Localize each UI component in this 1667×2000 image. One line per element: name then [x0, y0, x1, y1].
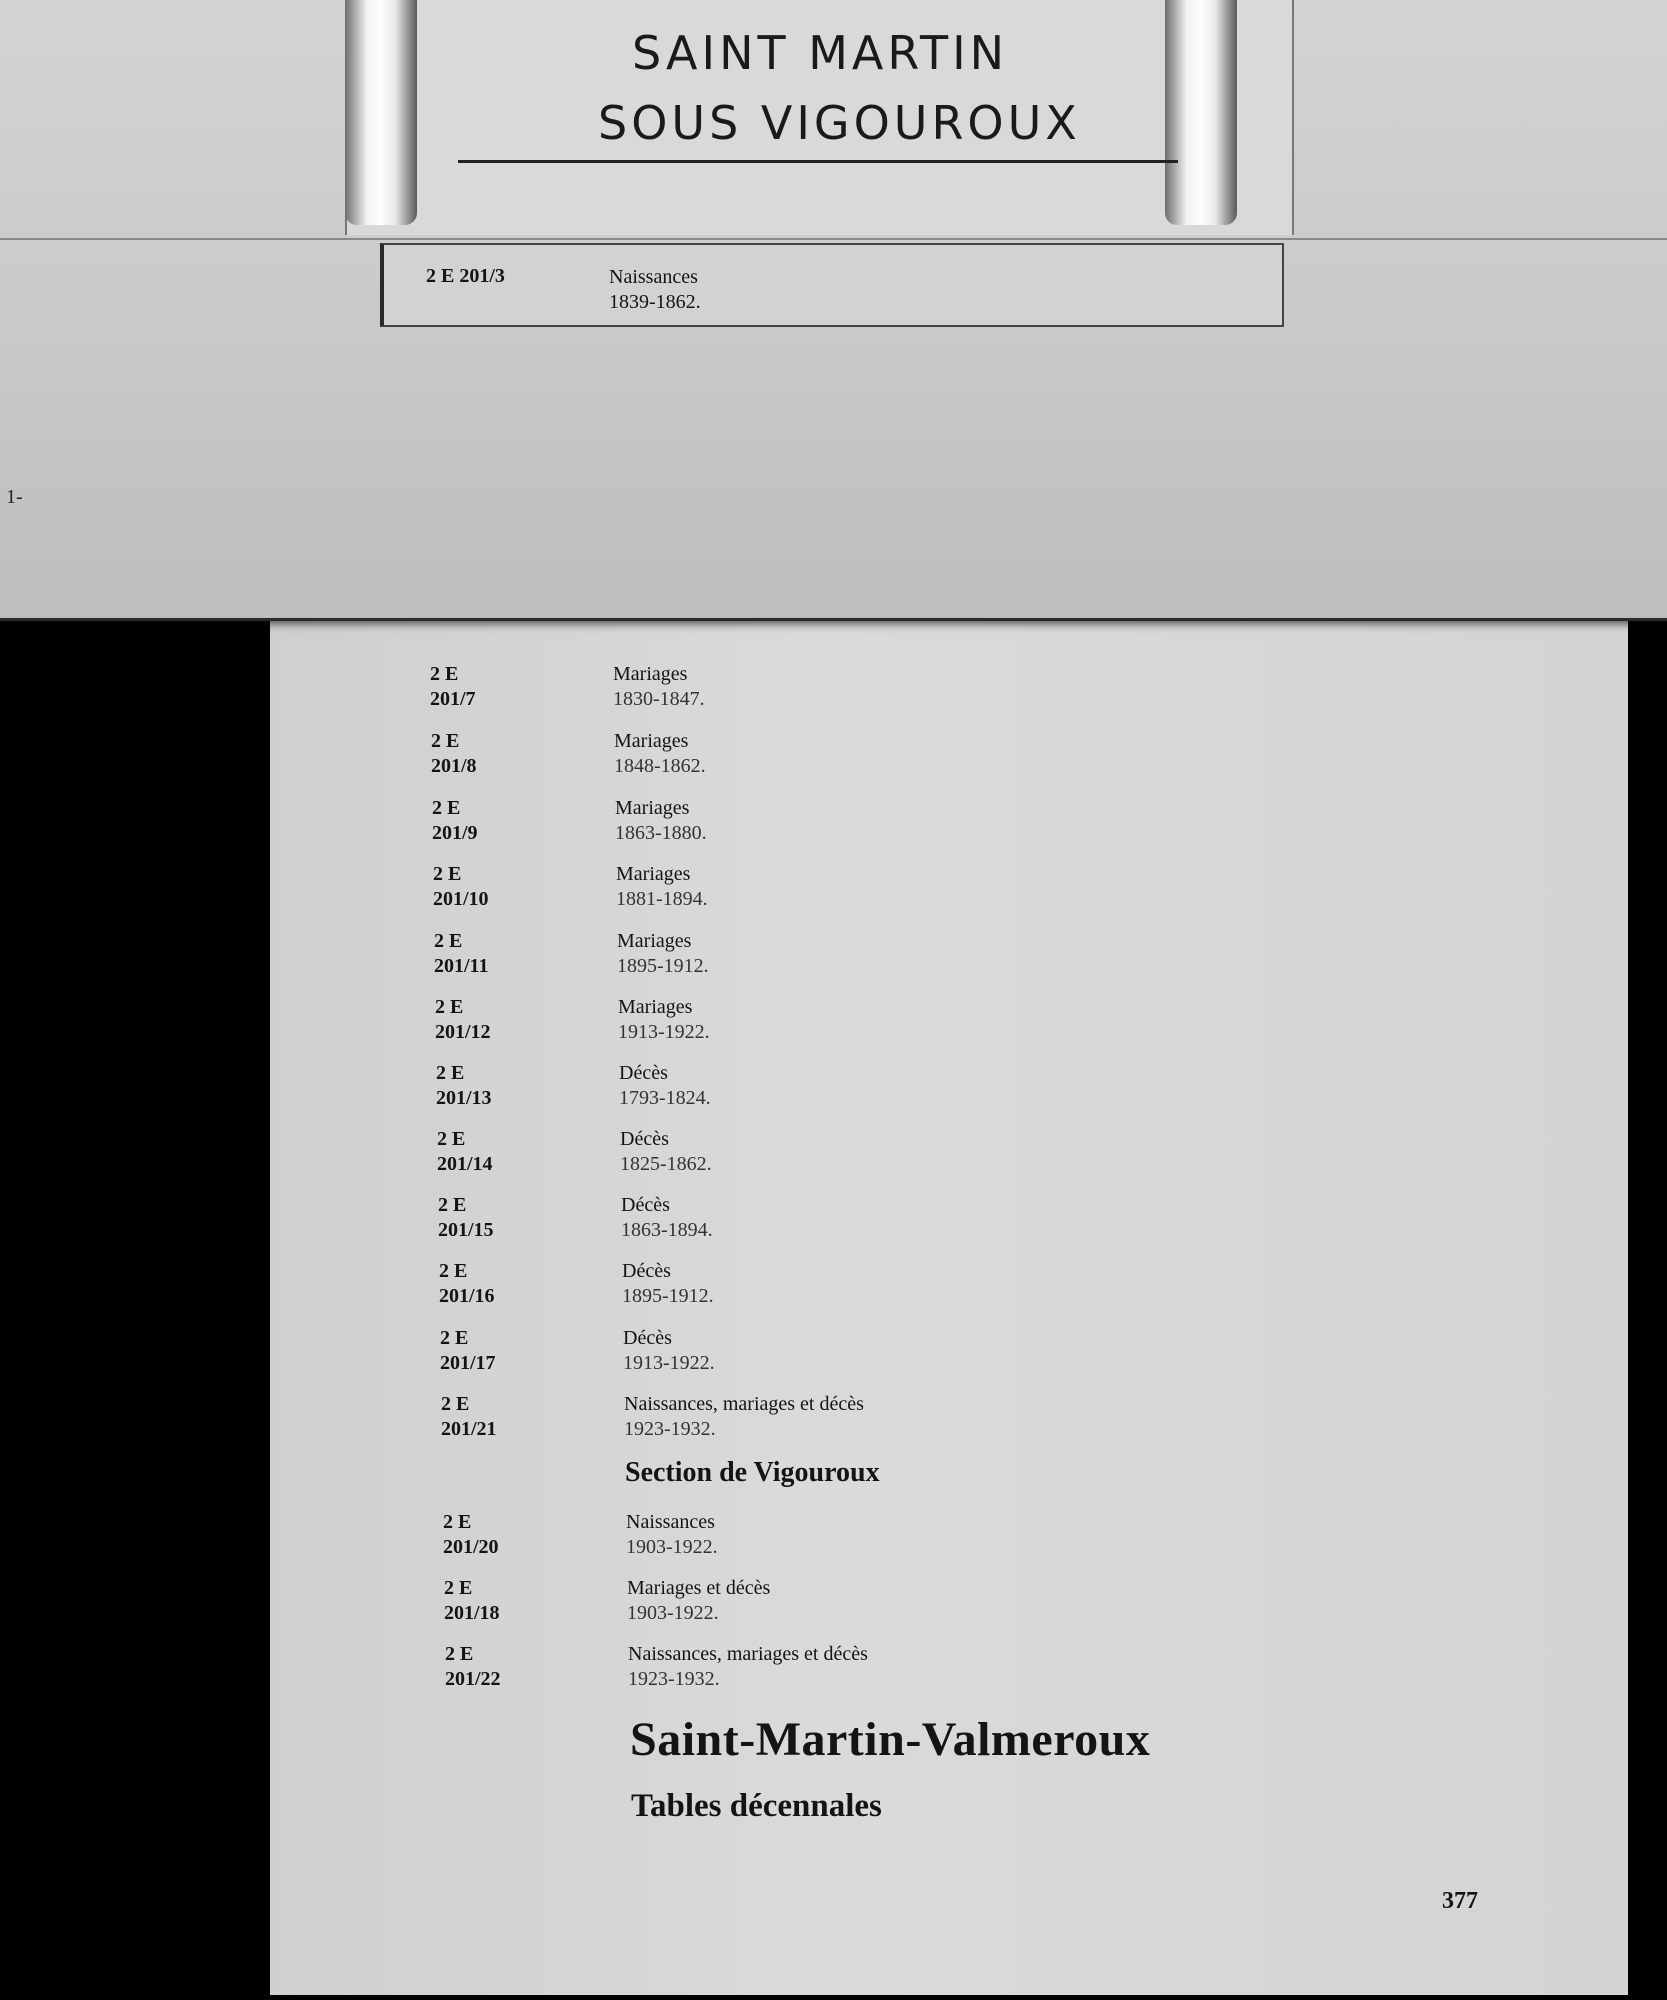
entry-cote: 2 E 201/21	[441, 1393, 497, 1440]
entry-cote: 2 E 201/13	[436, 1062, 492, 1109]
entry-title: Mariages	[614, 730, 689, 752]
entry-title: Décès	[623, 1327, 672, 1349]
paper-clip-icon	[345, 0, 417, 225]
handwritten-line-1: SAINT MARTIN	[632, 26, 1009, 80]
entry-dates: 1903-1922.	[627, 1602, 719, 1624]
entry-dates: 1830-1847.	[613, 688, 705, 710]
entry-dates: 1793-1824.	[619, 1087, 711, 1109]
entry-title: Décès	[622, 1260, 671, 1282]
entry-cote: 2 E 201/20	[443, 1511, 499, 1558]
page-number: 377	[1442, 1888, 1478, 1914]
entry-cote: 2 E 201/17	[440, 1327, 496, 1374]
entry-title: Décès	[621, 1194, 670, 1216]
entry-dates: 1913-1922.	[618, 1021, 710, 1043]
entry-cote: 2 E 201/22	[445, 1643, 501, 1690]
entry-dates: 1848-1862.	[614, 755, 706, 777]
entry-dates: 1913-1922.	[623, 1352, 715, 1374]
entry-cote: 2 E 201/9	[432, 797, 478, 844]
entry-cote: 2 E 201/11	[434, 930, 489, 977]
entry-title: Mariages et décès	[627, 1577, 771, 1599]
printed-page	[270, 600, 1628, 1995]
section-title: Section de Vigouroux	[625, 1457, 880, 1488]
entry-title: Mariages	[615, 797, 690, 819]
entry-dates: 1839-1862.	[609, 291, 701, 313]
entry-title: Naissances	[609, 266, 698, 288]
entry-dates: 1863-1880.	[615, 822, 707, 844]
entry-title: Mariages	[613, 663, 688, 685]
entry-dates: 1881-1894.	[616, 888, 708, 910]
entry-title: Naissances	[626, 1511, 715, 1533]
entry-dates: 1825-1862.	[620, 1153, 712, 1175]
divider	[458, 160, 1178, 163]
commune-title: Saint-Martin-Valmeroux	[630, 1713, 1151, 1766]
subtitle: Tables décennales	[631, 1788, 882, 1824]
entry-cote: 2 E 201/18	[444, 1577, 500, 1624]
entry-title: Mariages	[618, 996, 693, 1018]
entry-dates: 1923-1932.	[628, 1668, 720, 1690]
divider	[0, 238, 1667, 240]
entry-cote: 2 E 201/7	[430, 663, 476, 710]
entry-title: Mariages	[616, 863, 691, 885]
entry-title: Naissances, mariages et décès	[624, 1393, 864, 1415]
entry-dates: 1895-1912.	[617, 955, 709, 977]
entry-title: Décès	[619, 1062, 668, 1084]
boxed-entry	[380, 243, 1284, 327]
entry-dates: 1895-1912.	[622, 1285, 714, 1307]
entry-dates: 1903-1922.	[626, 1536, 718, 1558]
handwritten-line-2: SOUS VIGOUROUX	[598, 96, 1081, 150]
entry-title: Mariages	[617, 930, 692, 952]
entry-dates: 1863-1894.	[621, 1219, 713, 1241]
paper-clip-icon	[1165, 0, 1237, 225]
entry-cote: 2 E 201/10	[433, 863, 489, 910]
entry-cote: 2 E 201/16	[439, 1260, 495, 1307]
margin-mark: 1-	[6, 486, 23, 508]
entry-cote: 2 E 201/15	[438, 1194, 494, 1241]
entry-cote: 2 E 201/12	[435, 996, 491, 1043]
entry-cote: 2 E 201/14	[437, 1128, 493, 1175]
entry-title: Décès	[620, 1128, 669, 1150]
entry-title: Naissances, mariages et décès	[628, 1643, 868, 1665]
entry-cote: 2 E 201/3	[426, 265, 505, 287]
cover-slip	[0, 0, 1667, 621]
entry-dates: 1923-1932.	[624, 1418, 716, 1440]
entry-cote: 2 E 201/8	[431, 730, 477, 777]
